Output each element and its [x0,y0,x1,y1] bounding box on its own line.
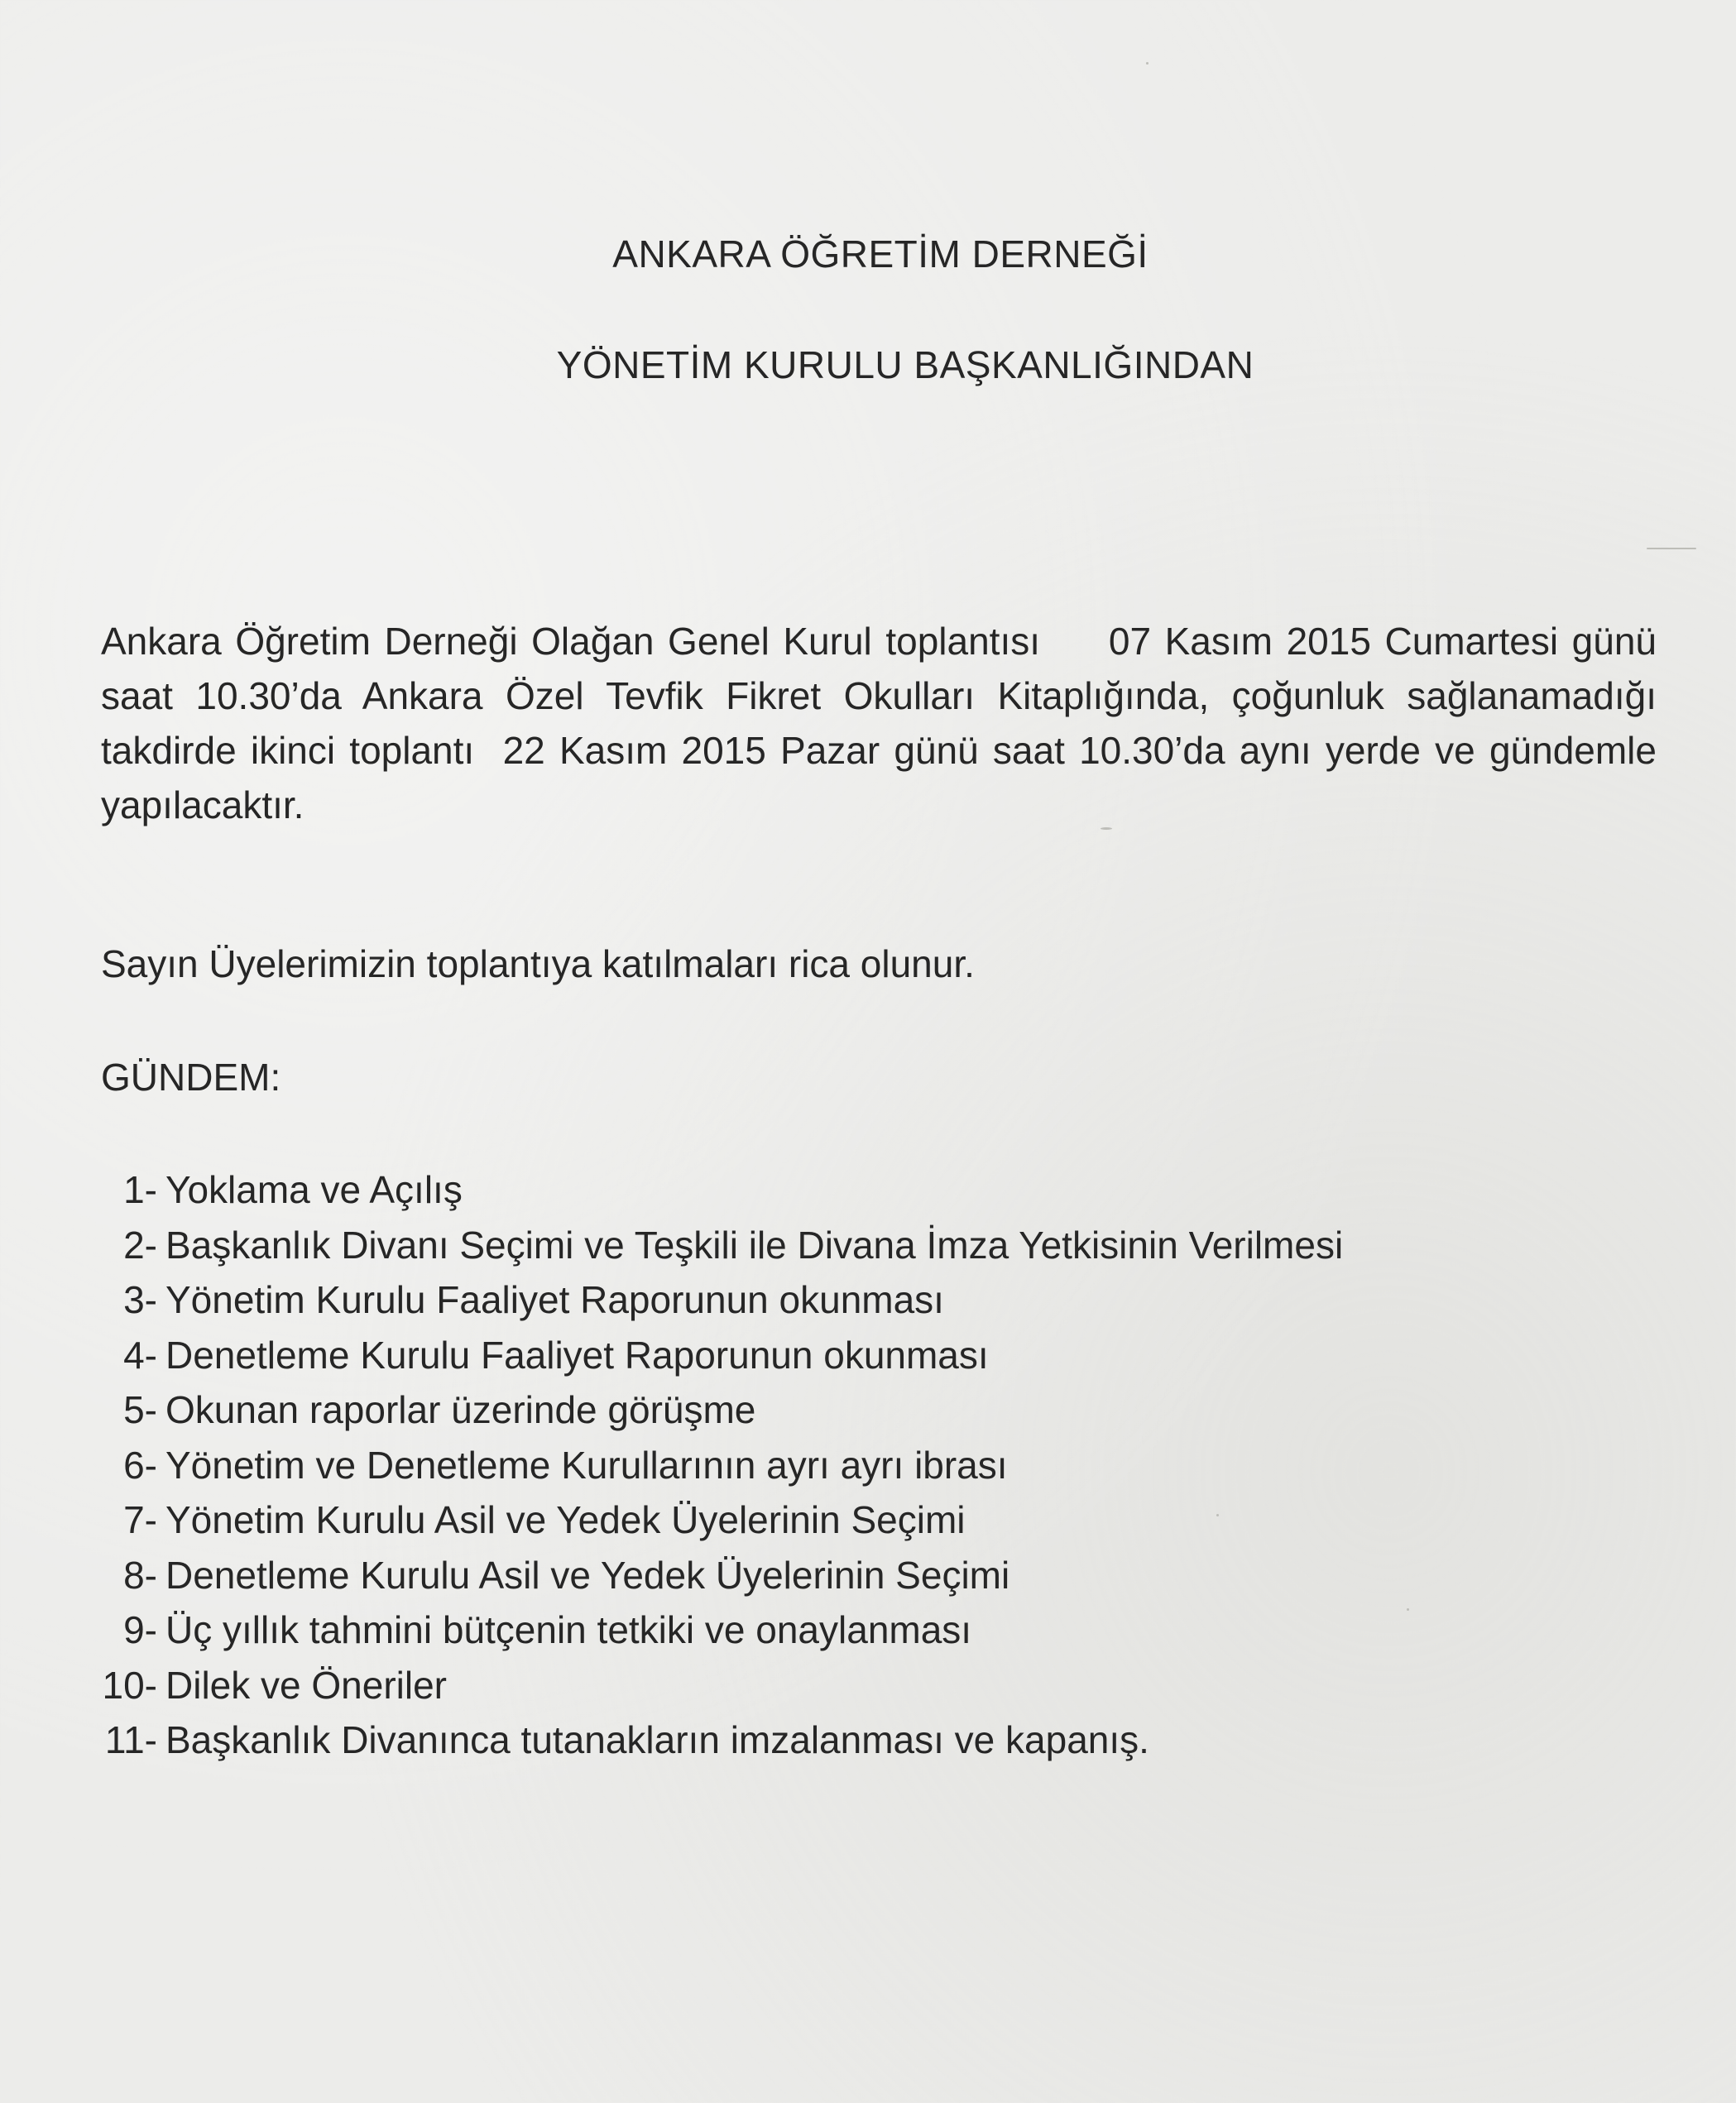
scan-speck [1647,548,1696,549]
agenda-item-number: 7- [123,1498,157,1541]
board-title: YÖNETİM KURULU BAŞKANLIĞINDAN [556,343,1254,386]
agenda-item-number: 11- [104,1718,157,1761]
agenda-item-text: Yönetim ve Denetleme Kurullarının ayrı ayrı ibrası [165,1443,1008,1487]
meeting-announcement-paragraph: Ankara Öğretim Derneği Olağan Genel Kurul toplantısı 07 Kasım 2015 Cumartesi günü saat 10.30’da Ankara Özel Tevfik Fikret Okulları Kitaplığında, çoğunluk sağlanamadığı takdirde ikinci toplantı 22 Kasım 2015 Pazar günü saat 10.30’da aynı yerde ve gündemle yapılacaktır. [101,620,1667,826]
agenda-item-number: 8- [123,1553,157,1597]
agenda-item [93,1602,1343,1658]
agenda-item [93,1548,1343,1603]
agenda-title: GÜNDEM: [101,1056,281,1099]
agenda-item [93,1713,1343,1768]
agenda-item-text: Denetleme Kurulu Faaliyet Raporunun okunması [165,1333,989,1377]
agenda-item [93,1328,1343,1383]
closing-line: Sayın Üyelerimizin toplantıya katılmaları rica olunur. [101,942,975,985]
agenda-item [93,1658,1343,1713]
agenda-item-text: Okunan raporlar üzerinde görüşme [165,1388,756,1431]
agenda-item-text: Yönetim Kurulu Faaliyet Raporunun okunması [165,1278,944,1321]
agenda-item-number: 5- [123,1388,157,1431]
agenda-item-number: 6- [123,1443,157,1487]
agenda-item-number: 9- [123,1608,157,1651]
agenda-item-number: 1- [123,1168,157,1211]
agenda-item-text: Yönetim Kurulu Asil ve Yedek Üyelerinin Seçimi [165,1498,966,1541]
association-title: ANKARA ÖĞRETİM DERNEĞİ [612,232,1149,275]
agenda-item-text: Denetleme Kurulu Asil ve Yedek Üyelerinin Seçimi [165,1553,1010,1597]
scan-speck [1101,827,1112,830]
agenda-item-number: 4- [123,1333,157,1377]
scan-speck [1216,1514,1219,1516]
scan-speck [1146,62,1149,65]
agenda-item [93,1218,1343,1273]
agenda-item [93,1438,1343,1493]
agenda-item-text: Dilek ve Öneriler [165,1663,447,1707]
agenda-item [93,1382,1343,1438]
agenda-item [93,1492,1343,1548]
agenda-item-number: 10- [102,1663,157,1707]
agenda-item-text: Yoklama ve Açılış [165,1168,463,1211]
agenda-item-number: 2- [123,1223,157,1267]
agenda-item-text: Başkanlık Divanı Seçimi ve Teşkili ile Divana İmza Yetkisinin Verilmesi [165,1223,1344,1267]
agenda-item [93,1162,1343,1218]
scan-speck [1407,1608,1409,1611]
agenda-list [93,1162,1343,1768]
agenda-item-text: Üç yıllık tahmini bütçenin tetkiki ve onaylanması [165,1608,972,1651]
agenda-item-text: Başkanlık Divanınca tutanakların imzalanması ve kapanış. [165,1718,1149,1761]
agenda-item-number: 3- [123,1278,157,1321]
agenda-item [93,1272,1343,1328]
